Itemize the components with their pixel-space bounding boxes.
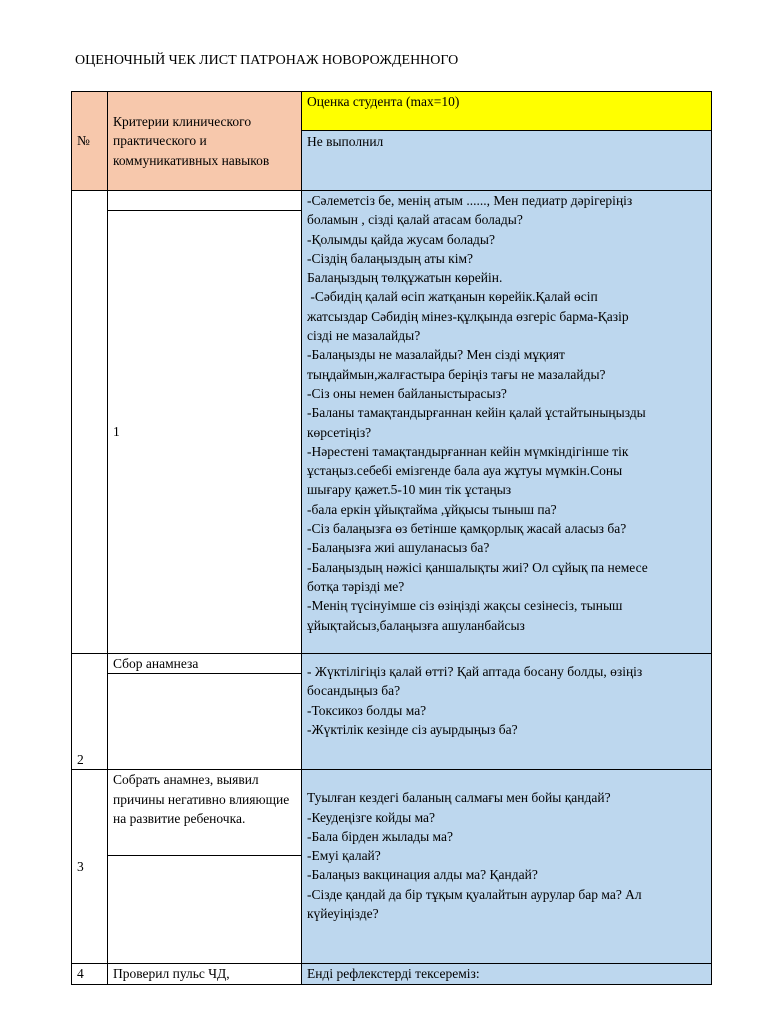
row-1-line: -Балаңызды не мазалайды? Мен сізді мұқият — [307, 347, 565, 363]
row-3-criteria: Собрать анамнез, выявил причины негативно влияющие на развитие ребеночка. — [113, 772, 290, 826]
row-1-number: 1 — [113, 424, 120, 440]
row-1-line: -Сіз оны немен байланыстырасыз? — [307, 385, 507, 401]
row-1-line: -Балаңызға жиі ашуланасыз ба? — [307, 540, 490, 556]
row-1-line: -Баланы тамақтандырғаннан кейін қалай ұстайтыныңызды — [307, 405, 646, 421]
row-3-line: -Балаңыз вакцинация алды ма? Қандай? — [307, 867, 538, 883]
row-3-line: -Бала бірден жылады ма? — [307, 828, 453, 844]
row-1-line: боламын , сізді қалай атасам болады? — [307, 212, 523, 228]
row-2-line: - Жүктілігіңіз қалай өтті? Қай аптада босану болды, өзіңіз — [307, 664, 643, 679]
row-3-criteria-empty — [108, 856, 302, 964]
row-2-line: босандыңыз ба? — [307, 683, 401, 699]
row-2-criteria-cell — [108, 654, 302, 674]
document-title: ОЦЕНОЧНЫЙ ЧЕК ЛИСТ ПАТРОНАЖ НОВОРОЖДЕННОГО — [75, 53, 459, 68]
row-1-line: ботқа тәрізді ме? — [307, 578, 405, 594]
row-1-line: -Сіздің балаңыздың аты кім? — [307, 250, 474, 266]
row-4-criteria-cell — [108, 964, 302, 984]
row-1-line: -Қолымды қайда жусам болады? — [307, 231, 495, 247]
header-number: № — [77, 133, 90, 149]
row-1-line: -Менің түсінуімше сіз өзіңізді жақсы сезінесіз, тыныш — [307, 598, 623, 614]
row-1-line: -Сәбидің қалай өсіп жатқанын көрейік.Қалай өсіп — [307, 289, 598, 305]
row-3-text-cell — [302, 770, 712, 964]
header-criteria-cell — [108, 92, 302, 191]
row-3-criteria-cell — [108, 770, 302, 856]
row-3-line: Туылған кездегі баланың салмағы мен бойы қандай? — [307, 790, 611, 806]
row-1-line: сізді не мазалайды? — [307, 328, 421, 344]
row-2-criteria-empty — [108, 674, 302, 770]
checklist-table — [71, 91, 712, 985]
row-1-line: -Балаңыздың нәжісі қаншалықты жиі? Ол сұйық па немесе — [307, 559, 648, 575]
header-not-done-cell — [302, 131, 712, 191]
header-grade: Оценка студента (max=10) — [307, 94, 460, 109]
row-4-number-cell — [72, 964, 108, 984]
row-2-line: -Токсикоз болды ма? — [307, 702, 427, 718]
row-2-text-cell — [302, 654, 712, 770]
row-2-number: 2 — [77, 752, 84, 767]
row-4-line: Енді рефлекстерді тексереміз: — [307, 966, 480, 982]
row-4-number: 4 — [77, 966, 84, 982]
header-not-done: Не выполнил — [307, 134, 384, 149]
row-1-line: ұйықтайсыз,балаңызға ашуланбайсыз — [307, 617, 525, 633]
row-1-criteria-cell — [108, 211, 302, 654]
row-1-line: жатсыздар Сәбидің мінез-құлқында өзгеріс барма-Қазір — [307, 308, 629, 324]
row-1-line: -Сәлеметсіз бе, менің атым ......, Мен педиатр дәрігеріңіз — [307, 193, 633, 208]
row-3-line: -Кеудеңізге койды ма? — [307, 809, 436, 825]
row-1-line: тыңдаймын,жалғастыра беріңіз тағы не мазалайды? — [307, 366, 606, 382]
row-4-criteria: Проверил пульс ЧД, — [113, 966, 230, 982]
row-3-line: күйеуіңізде? — [307, 906, 379, 922]
row-1-line: -Сіз балаңызға өз бетінше қамқорлық жасай аласыз ба? — [307, 521, 627, 537]
row-1-line: ұстаңыз.себебі емізгенде бала ауа жұтуы мүмкін.Соны — [307, 463, 623, 479]
row-3-line: -Сізде қандай да бір тұқым қуалайтын аурулар бар ма? Ал — [307, 886, 642, 902]
row-1-line: -бала еркін ұйықтайма ,ұйқысы тыныш па? — [307, 501, 557, 517]
row-1-line: -Нәрестені тамақтандырғаннан кейін мүмкіндігінше тік — [307, 443, 629, 459]
header-number-cell — [72, 92, 108, 191]
row-2-line: -Жүктілік кезінде сіз ауырдыңыз ба? — [307, 721, 518, 737]
row-1-text-cell — [302, 191, 712, 654]
row-1-number-cell — [72, 191, 108, 654]
row-3-number-cell — [72, 770, 108, 964]
row-2-criteria: Сбор анамнеза — [113, 656, 199, 671]
header-grade-cell — [302, 92, 712, 131]
row-1-line: Балаңыздың төлқұжатын көрейін. — [307, 270, 503, 286]
row-1-line: көрсетіңіз? — [307, 424, 372, 440]
row-4-text-cell — [302, 964, 712, 984]
row-3-number: 3 — [77, 859, 84, 875]
header-criteria: Критерии клинического практического и коммуникативных навыков — [113, 114, 270, 168]
row-2-number-cell — [72, 654, 108, 770]
row-1-criteria-top — [108, 191, 302, 211]
row-3-line: -Емуі қалай? — [307, 848, 381, 864]
row-1-line: шығару қажет.5-10 мин тік ұстаңыз — [307, 482, 512, 498]
